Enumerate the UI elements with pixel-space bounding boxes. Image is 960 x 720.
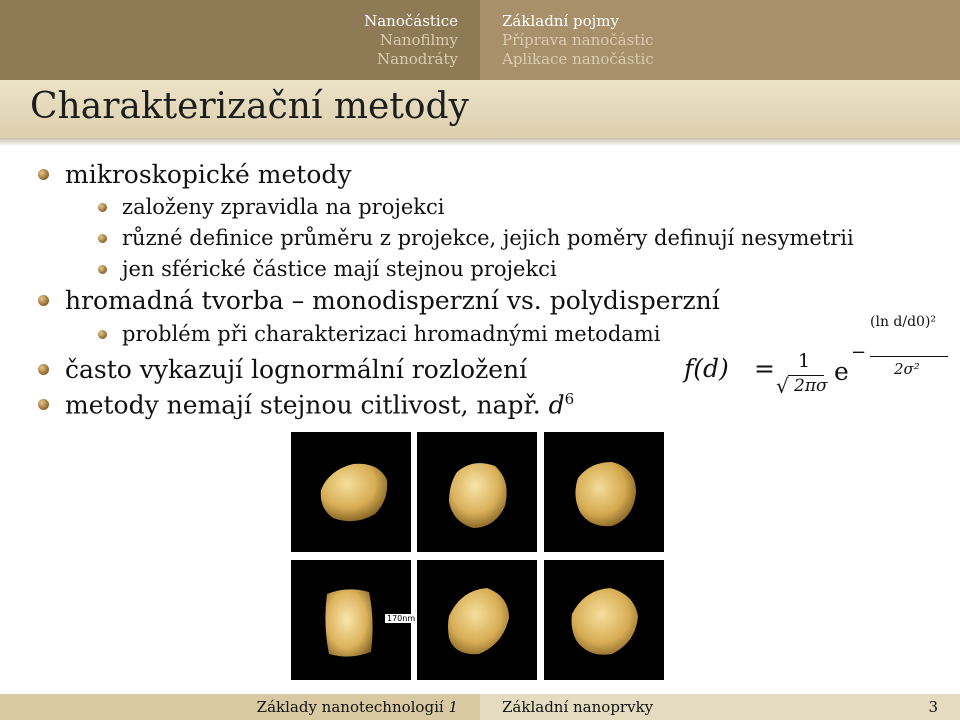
formula-coef-denominator: 2πσ bbox=[794, 376, 828, 396]
particle-render-image bbox=[417, 432, 537, 552]
particle-tile bbox=[544, 432, 664, 552]
particle-render-image bbox=[544, 432, 664, 552]
particle-render-image bbox=[417, 560, 537, 680]
footer-right-panel bbox=[480, 694, 960, 720]
bullet-text: často vykazují lognormální rozložení bbox=[65, 355, 528, 384]
bullet-item bbox=[38, 286, 720, 315]
bullet-marker-icon bbox=[38, 169, 49, 180]
section-list bbox=[364, 12, 458, 69]
sub-bullet-item bbox=[98, 257, 557, 281]
title-bar bbox=[0, 80, 960, 138]
bullet-item bbox=[38, 355, 527, 384]
math-superscript: 6 bbox=[564, 390, 575, 408]
slide-title: Charakterizační metody bbox=[30, 86, 469, 127]
bullet-item bbox=[38, 160, 352, 189]
nav-right-panel bbox=[480, 0, 960, 80]
nav-section-nanodraty[interactable]: Nanodráty bbox=[377, 50, 458, 68]
footer bbox=[0, 694, 960, 720]
formula-lhs: f(d) bbox=[684, 354, 729, 383]
sub-bullet-item bbox=[98, 322, 660, 346]
sqrt-icon: √ bbox=[776, 374, 789, 398]
sub-bullet-marker-icon bbox=[98, 265, 107, 274]
bullet-marker-icon bbox=[38, 364, 49, 375]
sub-bullet-text: různé definice průměru z projekce, jejich poměry definují nesymetrii bbox=[122, 226, 854, 250]
nav-left-panel bbox=[0, 0, 480, 80]
particle-tile bbox=[417, 432, 537, 552]
particle-tile bbox=[417, 560, 537, 680]
particle-render-image bbox=[291, 432, 411, 552]
sub-bullet-marker-icon bbox=[98, 330, 107, 339]
subsection-list bbox=[502, 12, 654, 69]
nanoparticle-projection-figure bbox=[291, 432, 669, 684]
formula-exp-sign: − bbox=[851, 342, 867, 363]
formula-exp-denominator: 2σ² bbox=[894, 360, 920, 378]
footer-course-name: Základy nanotechnologií bbox=[256, 698, 444, 716]
bullet-text: hromadná tvorba – monodisperzní vs. polydisperzní bbox=[65, 286, 720, 315]
section-navigation bbox=[0, 0, 960, 80]
bullet-marker-icon bbox=[38, 295, 49, 306]
nav-section-nanofilmy[interactable]: Nanofilmy bbox=[379, 31, 458, 49]
page-number: 3 bbox=[928, 698, 938, 716]
footer-subsection: Základní nanoprvky bbox=[502, 698, 654, 716]
bullet-marker-icon bbox=[38, 399, 49, 410]
formula-exp-numerator: (ln d/d0)² bbox=[870, 314, 937, 330]
sub-bullet-item bbox=[98, 226, 854, 250]
lognormal-formula bbox=[684, 312, 954, 408]
bullet-text: metody nemají stejnou citlivost, např. bbox=[65, 390, 549, 420]
bullet-text: mikroskopické metody bbox=[65, 160, 352, 189]
particle-tile bbox=[544, 560, 664, 680]
sub-bullet-marker-icon bbox=[98, 234, 107, 243]
nav-section-nanocastice[interactable]: Nanočástice bbox=[364, 12, 458, 30]
sub-bullet-text: jen sférické částice mají stejnou projekci bbox=[122, 257, 557, 281]
formula-exp-fraction-bar bbox=[870, 356, 948, 357]
nav-subsection-aplikace[interactable]: Aplikace nanočástic bbox=[502, 50, 654, 68]
math-variable: d bbox=[548, 390, 565, 420]
nav-subsection-zakladni-pojmy[interactable]: Základní pojmy bbox=[502, 12, 620, 30]
sub-bullet-item bbox=[98, 195, 445, 219]
scale-bar-label: 170nm bbox=[387, 614, 416, 623]
footer-left-panel bbox=[0, 694, 480, 720]
particle-tile bbox=[291, 432, 411, 552]
title-divider bbox=[0, 138, 960, 146]
footer-course-title bbox=[257, 698, 458, 716]
sub-bullet-marker-icon bbox=[98, 203, 107, 212]
sub-bullet-text: založeny zpravidla na projekci bbox=[122, 195, 445, 219]
formula-coef-numerator: 1 bbox=[798, 350, 811, 372]
sub-bullet-text: problém při charakterizaci hromadnými metodami bbox=[122, 322, 661, 346]
bullet-item bbox=[38, 390, 574, 419]
footer-course-number: 1 bbox=[448, 698, 458, 716]
nav-subsection-priprava[interactable]: Příprava nanočástic bbox=[502, 31, 654, 49]
particle-render-image bbox=[544, 560, 664, 680]
formula-base: e bbox=[834, 357, 849, 386]
formula-equals: = bbox=[754, 354, 775, 383]
